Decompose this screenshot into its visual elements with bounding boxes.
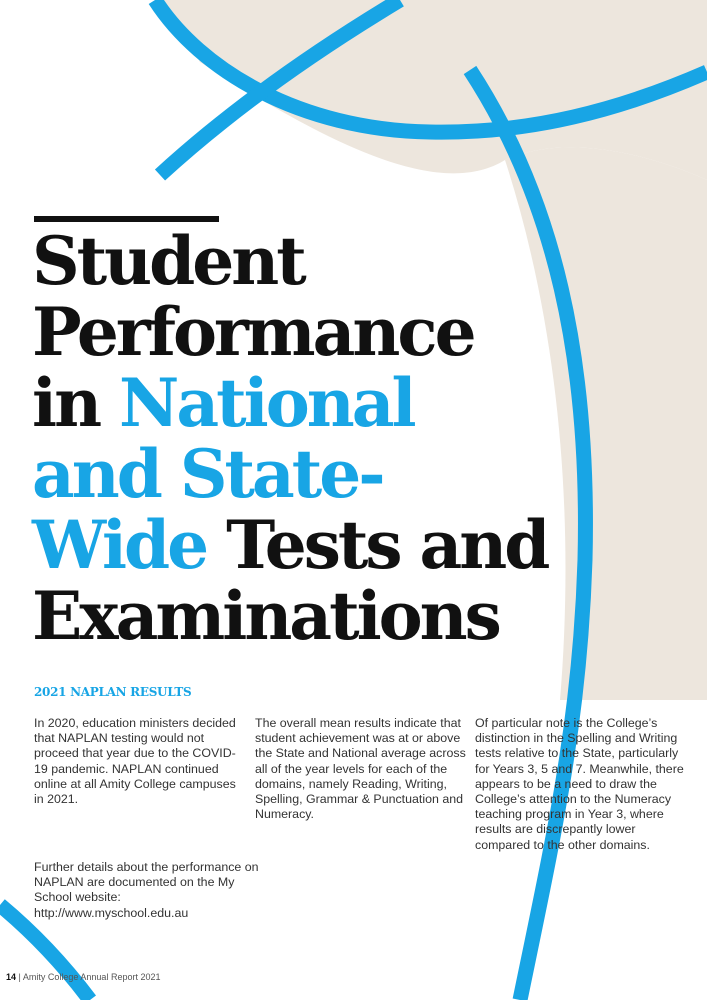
beige-shape [160, 0, 707, 180]
page-number: 14 [6, 972, 17, 982]
page-footer [6, 972, 160, 982]
body-column-2: The overall mean results indicate that student achievement was at or above the State and National average across all of the year levels for each of the domains, namely Reading, Writing, Spelling, Grammar & Punctuation and Numeracy. [255, 716, 466, 822]
title-line-6: Examinations [32, 577, 499, 655]
footer-separator: | [18, 972, 21, 982]
body-column-1: In 2020, education ministers decided that NAPLAN testing would not proceed that year due to the COVID-19 pandemic. NAPLAN continued online at all Amity College campuses in 2021. [34, 716, 236, 807]
title-line-3-dark: in [32, 364, 100, 442]
body-column-3: Of particular note is the College’s distinction in the Spelling and Writing tests relative to the State, particularly for Years 3, 5 and 7. Meanwhile, there appears to be a need to draw the College’s attention to the Numeracy teaching program in Year 3, where results are discrepantly lower compared to the other domains. [475, 716, 684, 852]
publication-name: Amity College Annual Report 2021 [22, 972, 161, 982]
title-line-3-blue: National [119, 364, 414, 442]
title-line-5-dark: Tests and [226, 506, 548, 584]
title-line-1: Student [32, 222, 304, 300]
section-heading: 2021 NAPLAN RESULTS [34, 685, 192, 699]
further-details-paragraph: Further details about the performance on NAPLAN are documented on the My School website: http://www.myschool.edu.au [34, 860, 259, 920]
title-line-2: Performance [32, 293, 474, 371]
title-line-4: and State- [32, 435, 383, 513]
title-line-5-blue: Wide [32, 506, 207, 584]
page-title [32, 222, 548, 655]
